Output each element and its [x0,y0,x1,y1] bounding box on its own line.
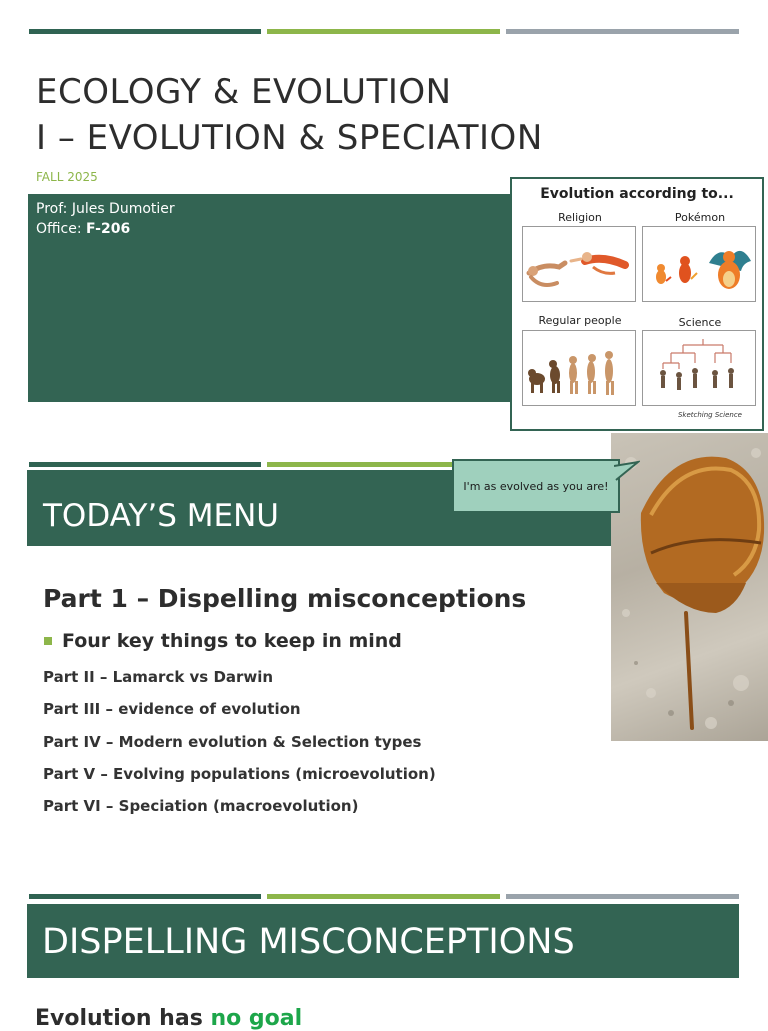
bottom-accent-bar-dark [29,894,261,899]
professor-line [36,201,175,217]
professor-label: Prof: [36,201,68,217]
bottom-accent-bar-gray [506,894,739,899]
comic-title: Evolution according to... [540,186,734,202]
menu-part-1: Part 1 – Dispelling misconceptions [43,584,527,613]
comic-panel-religion [522,226,636,302]
speech-bubble [452,459,620,513]
office-label: Office: [36,221,82,237]
top-accent-bar-gray [506,29,739,34]
menu-bullet-text: Four key things to keep in mind [62,630,402,652]
misconceptions-line-highlight: no goal [210,1006,303,1031]
comic-panel-pokemon [642,226,756,302]
top-accent-bar-dark [29,29,261,34]
top-accent-bar-green [267,29,500,34]
comic-panel-science [642,330,756,406]
misconceptions-header-text: DISPELLING MISCONCEPTIONS [42,922,575,962]
evolution-comic-image [510,177,764,431]
comic-panel-label-religion: Religion [558,211,602,224]
menu-part-2: Part II – Lamarck vs Darwin [43,668,274,686]
menu-part-4: Part IV – Modern evolution & Selection types [43,733,422,751]
professor-name: Jules Dumotier [71,201,175,217]
office-line [36,221,130,237]
comic-panel-label-science: Science [678,316,722,329]
comic-credit: Sketching Science [677,411,742,419]
semester-label: FALL 2025 [36,170,98,184]
misconceptions-header [27,904,739,978]
menu-accent-bar-dark [29,462,261,467]
slide-title-line-2: I – EVOLUTION & SPECIATION [36,118,543,158]
slide-title-line-1: ECOLOGY & EVOLUTION [36,72,452,112]
office-value: F-206 [86,221,131,237]
bottom-accent-bar-green [267,894,500,899]
speech-bubble-text: I'm as evolved as you are! [463,479,609,493]
comic-panel-regular-people [522,330,636,406]
misconceptions-first-line [35,1006,302,1031]
menu-part-5: Part V – Evolving populations (microevolution) [43,765,436,783]
menu-accent-bar-green [267,462,457,467]
menu-part-3: Part III – evidence of evolution [43,700,301,718]
misconceptions-line-start: Evolution has [35,1006,211,1031]
comic-panel-label-pokemon: Pokémon [674,211,726,224]
menu-part-6: Part VI – Speciation (macroevolution) [43,797,359,815]
menu-header-text: TODAY’S MENU [43,498,279,534]
speech-bubble-tail [614,460,640,484]
comic-panel-label-regular-people: Regular people [538,314,622,327]
menu-bullet [44,637,52,645]
